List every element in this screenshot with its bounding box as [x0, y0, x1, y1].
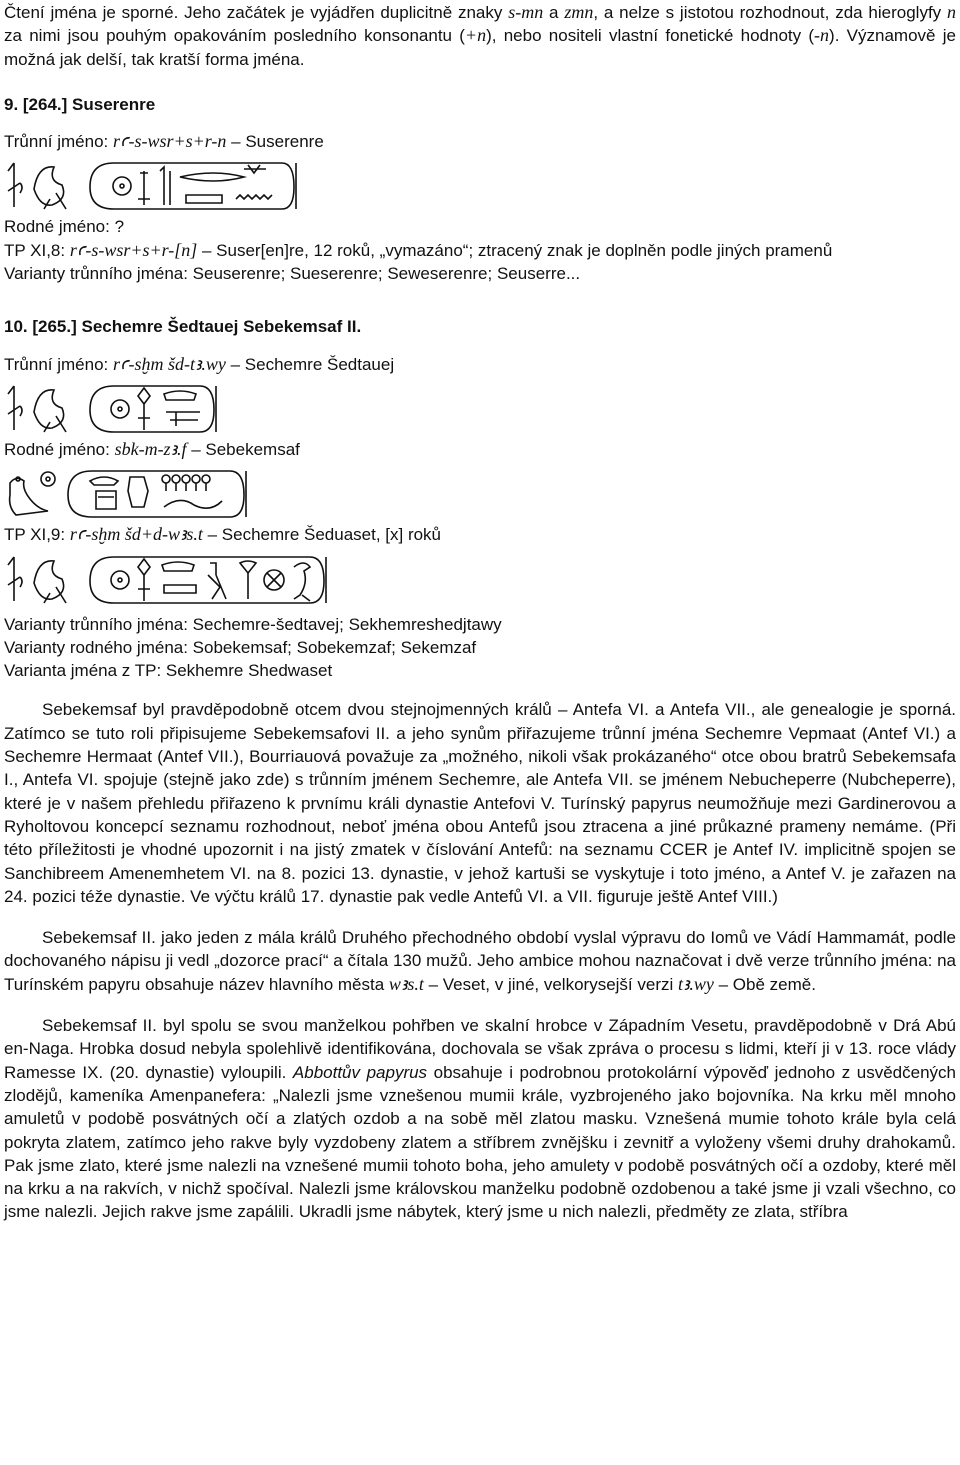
paragraph-genealogy: Sebekemsaf byl pravděpodobně otcem dvou stejnojmenných králů – Antefa VI. a Antefa VII., ale genealogie je sporná. Zatímco se tuto roli připisujeme Sebekemsafovi II. a jeho synům přiřazujeme trůnní jména Sechemre Vepmaat (Antef VI.) a Sechemre Hermaat (Antef VII.), Bourriauová považuje za „možného, nikoli však prokázaného“ otce obou bratrů Sebekemsafa I., Antefa VI. spojuje (stejně jako zde) s trůnním jménem Sechemre, ale Antefa VII. se jménem Nebucheperre (Nubcheperre), které je v našem přehledu přiřazeno k prvnímu králi dynastie Antefovi V. Turínský papyrus neumožňuje mezi Gardinerovou a Ryholtovou koncepcí seznamu rozhodnout, neboť jména obou Antefů jsou ztracena a jiné průkazné prameny nemáme. (Při této příležitosti je vhodné upozornit i na jistý zmatek v číslování Antefů: na seznamu CCER je Antef IV. implicitně spojen se Sanchibreem Amenemhetem VI. na 8. pozici 13. dynastie, v jehož kartuši se vyskytuje i toto jméno, a Antef V. je zařazen na 24. pozici téže dynastie. Ve výčtu králů 17. dynastie pak vedle Antefů VI. a VII. figuruje ještě Antef VIII.) [4, 700, 956, 906]
king9-variants: Varianty trůnního jména: Seuserenre; Sueserenre; Seweserenre; Seuserre... [4, 264, 581, 284]
king9-birth-name: Rodné jméno: ? [4, 217, 125, 237]
king10-variants-throne: Varianty trůnního jména: Sechemre-šedtavej; Sekhemreshedjtawy [4, 614, 502, 634]
king9-throne-name: Trůnní jméno: rꜥ-s-wsr+s+r-n – Suserenre [4, 131, 324, 152]
cartouche-sechemre-shedtauej [4, 382, 956, 434]
intro-paragraph: Čtení jména je sporné. Jeho začátek je vyjádřen duplicitně znaky s-mn a zmn, a nelze s jistotou rozhodnout, zda hieroglyfy n za nimi jsou pouhým opakováním posledního konsonantu (+n), nebo nositeli vlastní fonetické hodnoty (-n). Významově je možná jak delší, tak kratší forma jména. [4, 2, 956, 69]
king10-variants-birth: Varianty rodného jména: Sobekemsaf; Sobekemzaf; Sekemzaf [4, 637, 477, 657]
king9-heading: 9. [264.] Suserenre [4, 94, 156, 114]
king10-tp: TP XI,9: rꜥ-sḫm šd+d-wꜣs.t – Sechemre Šeduaset, [x] roků [4, 524, 442, 545]
cartouche-sebekemsaf [4, 467, 956, 519]
hieroglyph-cartouche-icon [4, 159, 304, 213]
paragraph-expedition: Sebekemsaf II. jako jeden z mála králů Druhého přechodného období vyslal výpravu do Iomů ve Vádí Hammamát, podle dochovaného nápisu ji vedl „dozorce prací“ a čítala 130 mužů. Jeho ambice mohou naznačovat i dvě verze trůnního jména: na Turínském papyru obsahuje název hlavního města wꜣs.t – Veset, v jiné, velkorysejší verzi tꜣ.wy – Obě země. [4, 928, 956, 994]
king10-variant-tp: Varianta jména z TP: Sekhemre Shedwaset [4, 661, 333, 681]
king10-throne-name: Trůnní jméno: rꜥ-sḫm šd-tꜣ.wy – Sechemre Šedtauej [4, 353, 395, 374]
king10-heading: 10. [265.] Sechemre Šedtauej Sebekemsaf II. [4, 317, 362, 337]
hieroglyph-cartouche-icon [4, 382, 244, 436]
king9-tp: TP XI,8: rꜥ-s-wsr+s+r-[n] – Suser[en]re, 12 roků, „vymazáno“; ztracený znak je doplněn podle jiných pramenů [4, 239, 833, 260]
cartouche-suserenre [4, 159, 956, 211]
hieroglyph-cartouche-icon [4, 467, 264, 521]
paragraph-burial: Sebekemsaf II. byl spolu se svou manželkou pohřben ve skalní hrobce v Západním Vesetu, pravděpodobně v Drá Abú en-Naga. Hrobka dosud nebyla spolehlivě identifikována, dochovala se však zpráva o procesu s lidmi, kteří ji v 13. roce vlády Ramesse IX. (20. dynastie) vyloupili. Abbottův papyrus obsahuje i podrobnou protokolární výpověď jednoho z usvědčených zlodějů, kameníka Amenpanefera: „Nalezli jsme vznešenou mumii krále, vyzbrojeného jako bojovníka. Na krku měl mnoho amuletů v podobě posvátných očí a zlatých ozdob a na sobě měl zlatou masku. Vznešená mumie tohoto krále byla celá pokryta zlatem, zatímco jeho rakve byly vyzdobeny zlatem a stříbrem zvnějšku i zevnitř a vyloženy všemi druhy drahokamů. Pak jsme zlato, které jsme nalezli na vznešené mumii tohoto boha, jeho amulety v podobě posvátných očí a ozdoby, které měl na krku a na rakvích, v nichž spočíval. Nalezli jsme královskou manželku podobně ozdobenou a také jsme ji vzali všechno, co jsme nalezli. Jejich rakve jsme zapálili. Ukradli jsme nábytek, který jsme u nich nalezli, předměty ze zlata, stříbra [4, 1016, 957, 1222]
hieroglyph-cartouche-icon [4, 553, 344, 607]
king10-birth-name: Rodné jméno: sbk-m-zꜣ.f – Sebekemsaf [4, 438, 300, 459]
document-page [0, 1, 960, 1224]
cartouche-sechemre-sheduaset [4, 553, 956, 605]
